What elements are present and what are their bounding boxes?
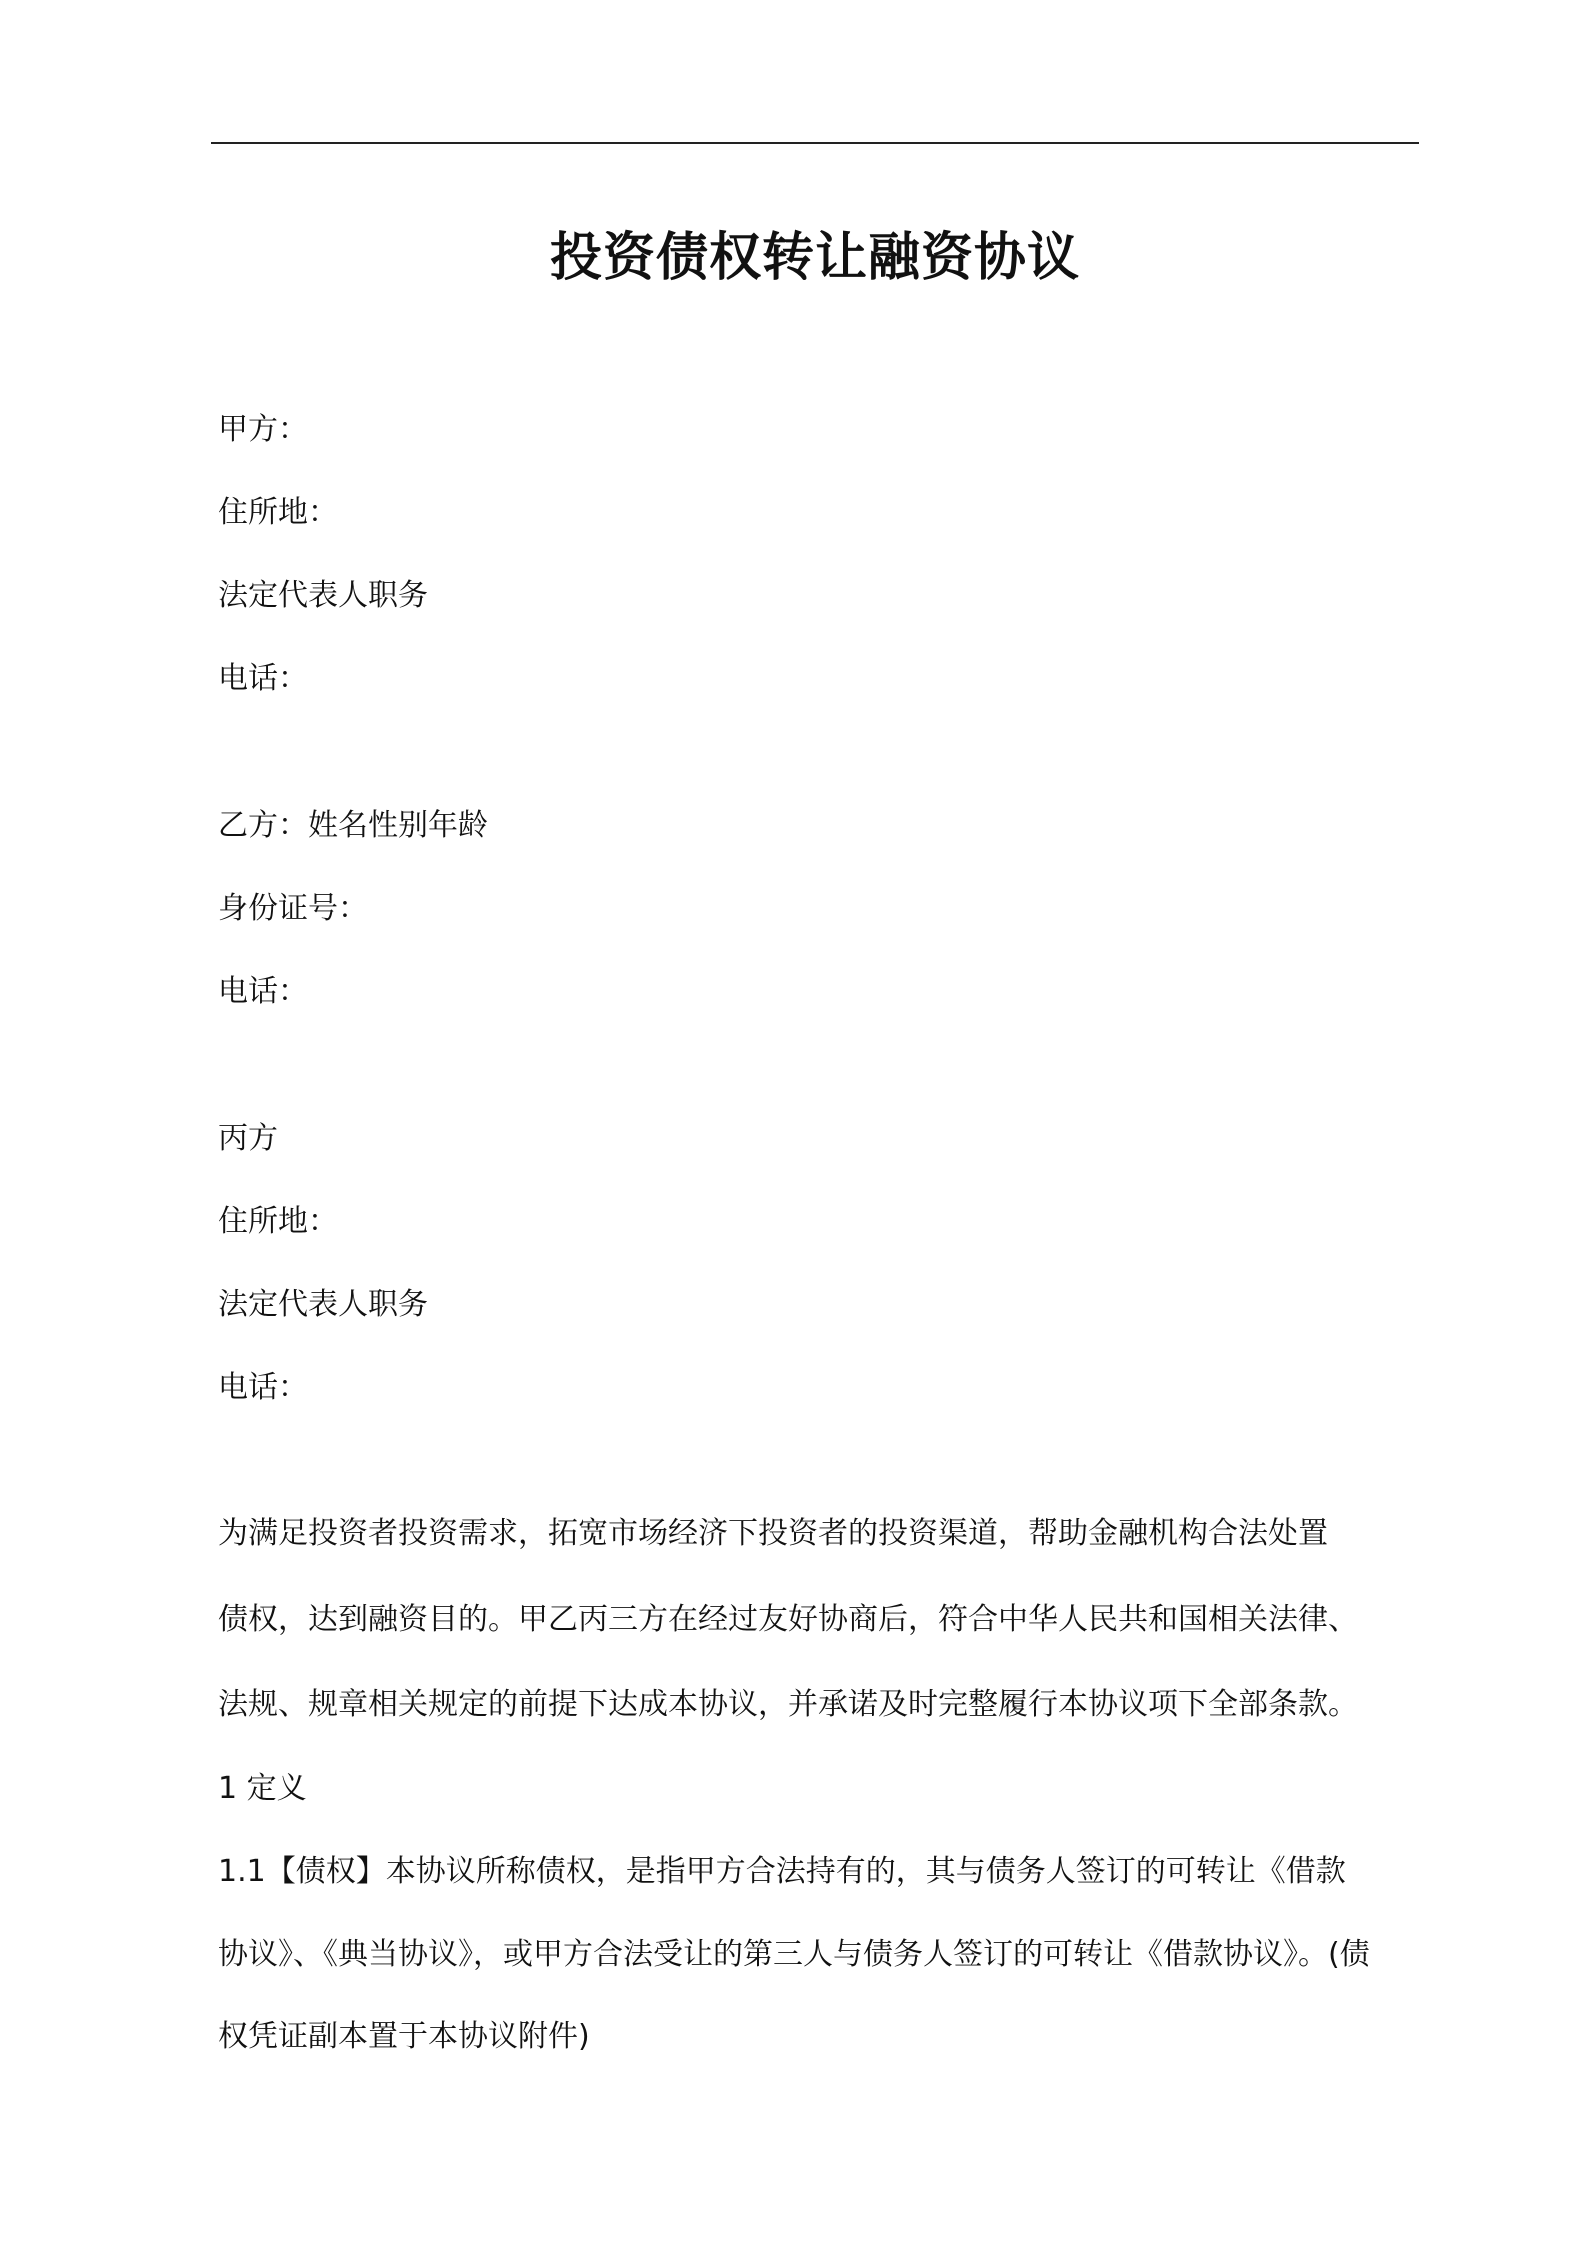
party-b-id-label: 身份证号： <box>218 891 368 926</box>
document-title: 投资债权转让融资协议 <box>549 228 1080 288</box>
party-c-name-label: 丙方 <box>218 1121 278 1156</box>
party-b-name-label: 乙方：姓名性别年龄 <box>218 808 488 843</box>
section-1-heading: 1 定义 <box>218 1771 307 1806</box>
party-c-address-label: 住所地： <box>218 1204 338 1239</box>
preamble-line-2: 债权，达到融资目的。甲乙丙三方在经过友好协商后，符合中华人民共和国相关法律、 <box>218 1602 1358 1637</box>
clause-1-1-line-1: 1.1【债权】本协议所称债权，是指甲方合法持有的，其与债务人签订的可转让《借款 <box>218 1854 1346 1889</box>
party-a-phone-label: 电话： <box>218 661 308 696</box>
header-rule <box>211 142 1419 144</box>
party-a-address-label: 住所地： <box>218 495 338 530</box>
party-a-representative-label: 法定代表人职务 <box>218 578 428 613</box>
party-a-name-label: 甲方： <box>218 412 308 447</box>
party-c-phone-label: 电话： <box>218 1370 308 1405</box>
preamble-line-1: 为满足投资者投资需求，拓宽市场经济下投资者的投资渠道，帮助金融机构合法处置 <box>218 1516 1328 1551</box>
clause-1-1-line-2: 协议》、《典当协议》，或甲方合法受让的第三人与债务人签订的可转让《借款协议》。(债 <box>218 1937 1370 1972</box>
clause-1-1-line-3: 权凭证副本置于本协议附件) <box>218 2019 590 2054</box>
preamble-line-3: 法规、规章相关规定的前提下达成本协议，并承诺及时完整履行本协议项下全部条款。 <box>218 1687 1358 1722</box>
party-b-phone-label: 电话： <box>218 974 308 1009</box>
party-c-representative-label: 法定代表人职务 <box>218 1287 428 1322</box>
